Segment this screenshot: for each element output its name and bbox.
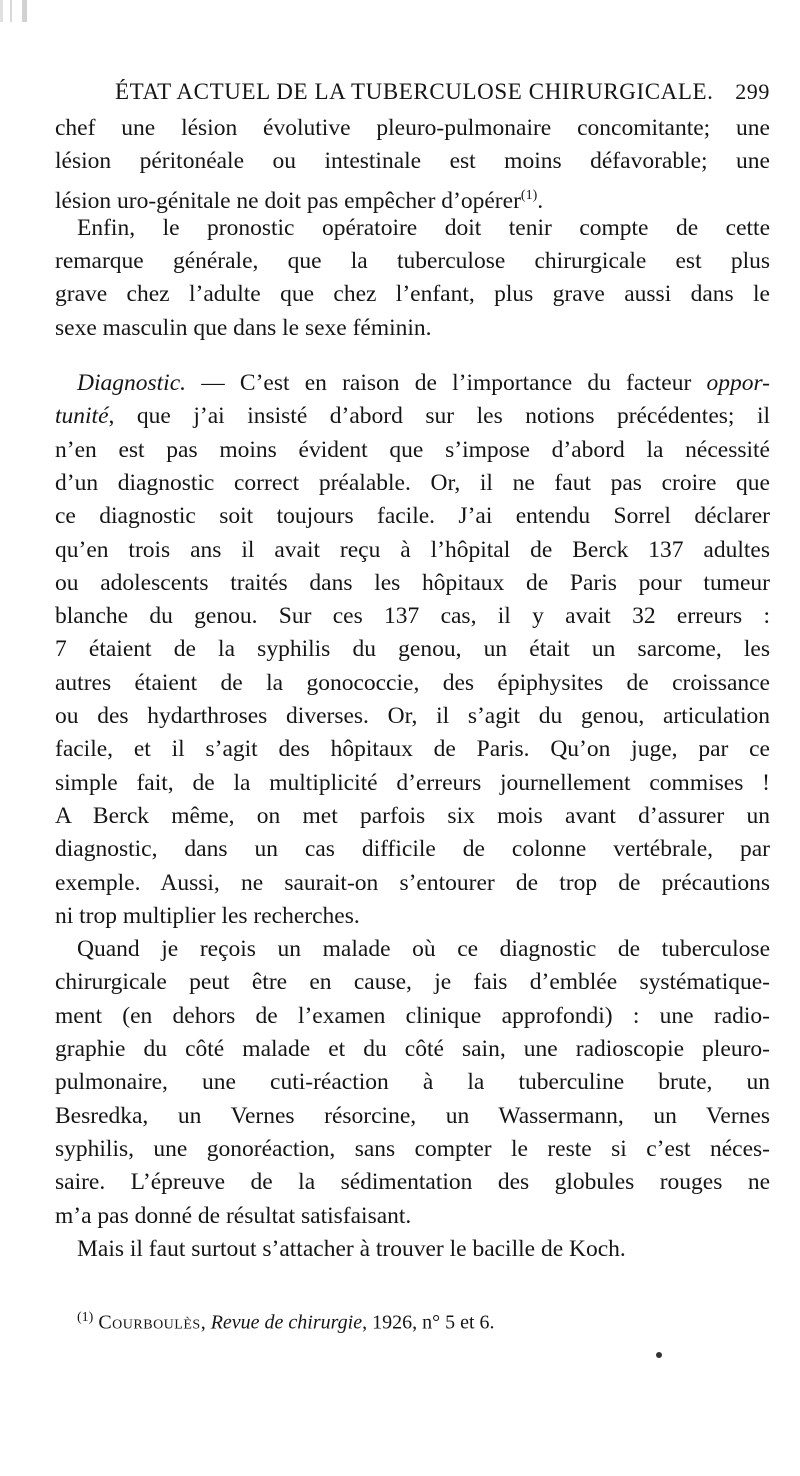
paragraph-diagnostic — [55, 367, 770, 933]
text-line: Quand je reçois un malade où ce diagnostic de tuberculose — [77, 936, 770, 963]
text-line: chef une lésion évolutive pleuro-pulmonaire concomitante; une — [55, 115, 770, 141]
text-line: grave chez l’adulte que chez l’enfant, plus grave aussi dans le — [55, 281, 770, 308]
scan-edge-artifact — [0, 0, 34, 22]
running-head-title: ÉTAT ACTUEL DE LA TUBERCULOSE CHIRURGICALE. — [115, 79, 714, 104]
text-line: saire. L’épreuve de la sédimentation des globules rouges ne — [55, 1169, 770, 1196]
text-line: d’un diagnostic correct préalable. Or, il ne faut pas croire que — [55, 469, 770, 496]
text-line: Enfin, le pronostic opératoire doit tenir compte de cette — [77, 214, 770, 241]
text-line: diagnostic, dans un cas difficile de colonne vertébrale, par — [55, 836, 770, 863]
text-line: lésion péritonéale ou intestinale est moins défavorable; une — [55, 148, 770, 175]
text-line: ment (en dehors de l’examen clinique approfondi) : une radio- — [55, 1002, 770, 1029]
italic-word: oppor- — [706, 370, 770, 397]
text-line: remarque générale, que la tuberculose chirurgicale est plus — [55, 248, 770, 275]
text-line — [55, 367, 770, 400]
text-line — [55, 400, 770, 433]
paragraph-2 — [55, 212, 770, 345]
footnote-author: Courboulès — [98, 1311, 201, 1334]
text-line: ou des hydarthroses diverses. Or, il s’agit du genou, articulation — [55, 703, 770, 730]
text-line: A Berck même, on met parfois six mois avant d’assurer un — [55, 802, 770, 829]
text-line: Mais il faut surtout s’attacher à trouver le bacille de Koch. — [77, 1235, 626, 1262]
footnote-details: , 1926, n° 5 et 6. — [362, 1311, 495, 1334]
text-line-content: — C’est en raison de l’importance du facteur — [186, 370, 707, 397]
text-line: ce diagnostic soit toujours facile. J’ai entendu Sorrel déclarer — [55, 503, 770, 530]
text-line: ni trop multiplier les recherches. — [55, 902, 360, 929]
text-line: n’en est pas moins évident que s’impose d’abord la nécessité — [55, 436, 770, 463]
paragraph-4 — [55, 933, 770, 1233]
text-line — [55, 179, 770, 212]
text-line: qu’en trois ans il avait reçu à l’hôpital de Berck 137 adultes — [55, 536, 770, 563]
paragraph-1 — [55, 112, 770, 212]
footnote-marker: (1) — [77, 1310, 94, 1326]
text-line: syphilis, une gonoréaction, sans compter le reste si c’est néces- — [55, 1135, 770, 1162]
text-line: m’a pas donné de résultat satisfaisant. — [55, 1202, 412, 1229]
text-line-content: , que j’ai insisté d’abord sur les notions précédentes; il — [108, 403, 770, 430]
text-line-content: lésion uro-génitale ne doit pas empêcher d’opérer — [55, 187, 521, 214]
footnote-reference: (1) — [520, 187, 538, 203]
text-line: exemple. Aussi, ne saurait-on s’entourer de trop de précautions — [55, 869, 770, 896]
page-number: 299 — [735, 79, 770, 104]
text-line: autres étaient de la gonococcie, des épiphysites de croissance — [55, 669, 770, 696]
ink-speck — [656, 1352, 662, 1358]
text-line: pulmonaire, une cuti-réaction à la tuberculine brute, un — [55, 1069, 770, 1096]
text-line: facile, et il s’agit des hôpitaux de Paris. Qu’on juge, par ce — [55, 736, 770, 763]
text-line: blanche du genou. Sur ces 137 cas, il y avait 32 erreurs : — [55, 603, 770, 630]
running-head — [55, 72, 770, 112]
section-heading: Diagnostic. — [77, 370, 187, 397]
text-line: graphie du côté malade et du côté sain, une radioscopie pleuro- — [55, 1036, 770, 1063]
book-page — [55, 72, 770, 1337]
text-line: chirurgicale peut être en cause, je fais d’emblée systématique- — [55, 969, 770, 996]
footnote-journal: Revue de chirurgie — [210, 1311, 363, 1334]
italic-word: tunité — [55, 403, 109, 430]
text-line: simple fait, de la multiplicité d’erreurs journellement commises ! — [55, 769, 770, 796]
paragraph-5 — [55, 1233, 770, 1266]
footnote: $^{(1)}$ Courboulès, Revue de chirurgie, 1926, n° 5 et 6. — [77, 1310, 495, 1334]
text-line: Besredka, un Vernes résorcine, un Wassermann, un Vernes — [55, 1102, 770, 1129]
text-line: 7 étaient de la syphilis du genou, un était un sarcome, les — [55, 636, 770, 663]
text-line: ou adolescents traités dans les hôpitaux de Paris pour tumeur — [55, 569, 770, 596]
punctuation: . — [537, 187, 544, 214]
text-line: sexe masculin que dans le sexe féminin. — [55, 314, 432, 341]
